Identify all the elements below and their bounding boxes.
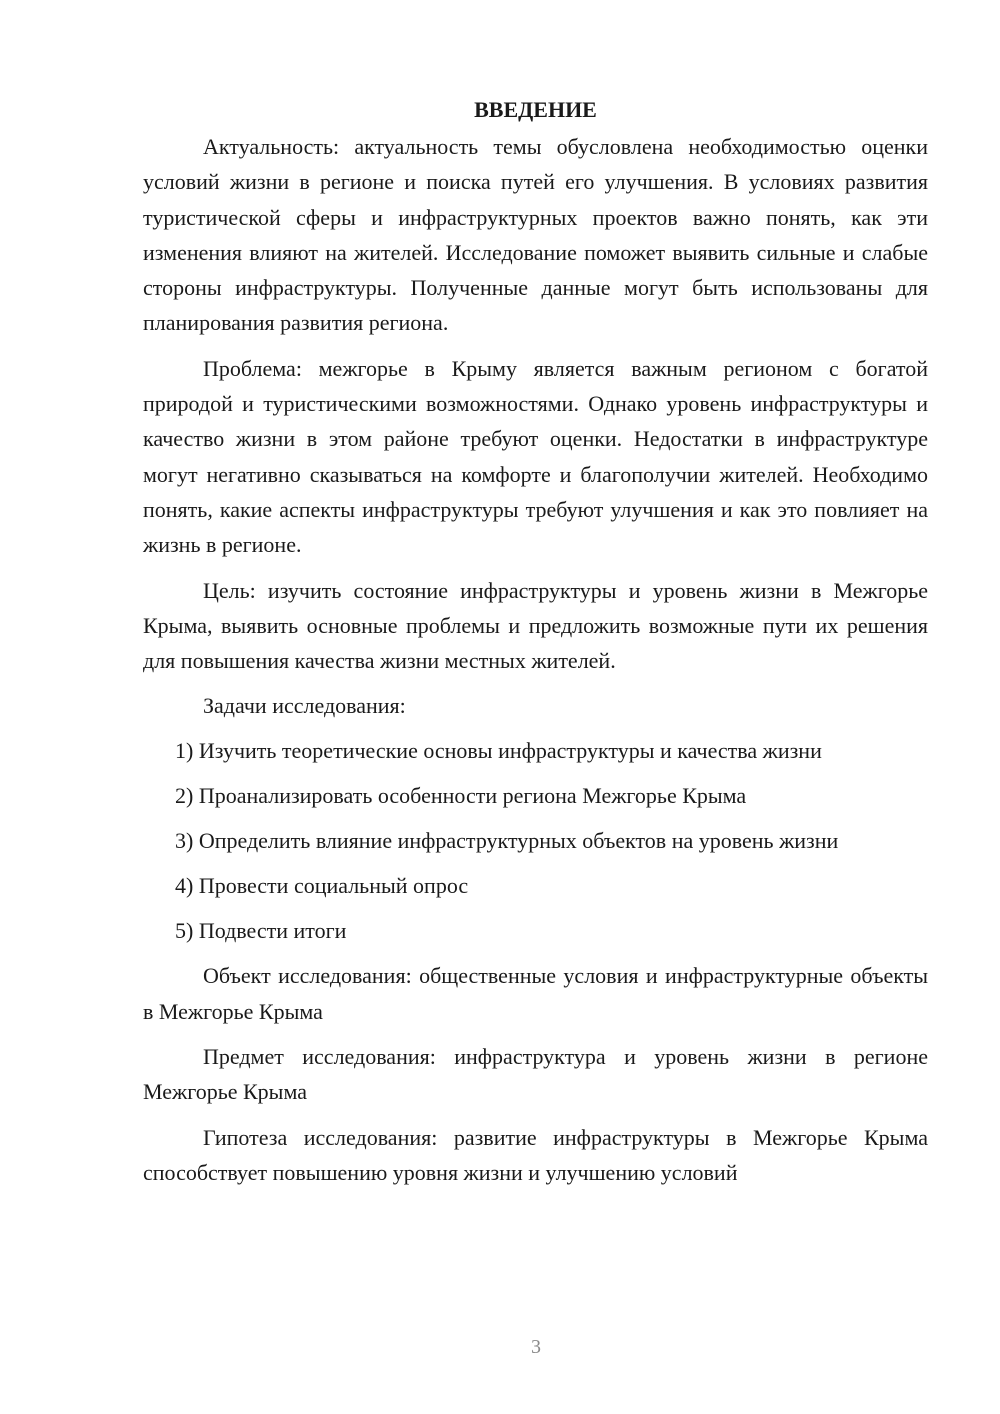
task-item: 5) Подвести итоги <box>175 918 347 944</box>
task-item: 1) Изучить теоретические основы инфраструктуры и качества жизни <box>175 738 822 764</box>
goal-paragraph: Цель: изучить состояние инфраструктуры и уровень жизни в Межгорье Крыма, выявить основные проблемы и предложить возможные пути их решения для повышения качества жизни местных жителей. <box>143 577 928 674</box>
page-number: 3 <box>531 1336 541 1358</box>
page-content <box>143 92 928 1200</box>
relevance-paragraph: Актуальность: актуальность темы обусловлена необходимостью оценки условий жизни в регионе и поиска путей его улучшения. В условиях развития туристической сферы и инфраструктурных проектов важно понять, как эти изменения влияют на жителей. Исследование поможет выявить сильные и слабые стороны инфраструктуры. Полученные данные могут быть использованы для планирования развития региона. <box>143 134 928 336</box>
section-title: ВВЕДЕНИЕ <box>474 97 597 122</box>
tasks-list <box>143 733 928 948</box>
object-paragraph: Объект исследования: общественные условия и инфраструктурные объекты в Межгорье Крыма <box>143 963 928 1024</box>
hypothesis-paragraph: Гипотеза исследования: развитие инфраструктуры в Межгорье Крыма способствует повышению уровня жизни и улучшению условий <box>143 1124 928 1185</box>
subject-paragraph: Предмет исследования: инфраструктура и уровень жизни в регионе Межгорье Крыма <box>143 1044 928 1105</box>
task-item: 2) Проанализировать особенности региона Межгорье Крыма <box>175 783 747 809</box>
task-item: 3) Определить влияние инфраструктурных объектов на уровень жизни <box>175 828 839 854</box>
tasks-heading: Задачи исследования: <box>203 693 406 719</box>
task-item: 4) Провести социальный опрос <box>175 873 469 899</box>
problem-paragraph: Проблема: межгорье в Крыму является важным регионом с богатой природой и туристическими возможностями. Однако уровень инфраструктуры и качество жизни в этом районе требуют оценки. Недостатки в инфраструктуре могут негативно сказываться на комфорте и благополучии жителей. Необходимо понять, какие аспекты инфраструктуры требуют улучшения и как это повлияет на жизнь в регионе. <box>143 355 928 558</box>
